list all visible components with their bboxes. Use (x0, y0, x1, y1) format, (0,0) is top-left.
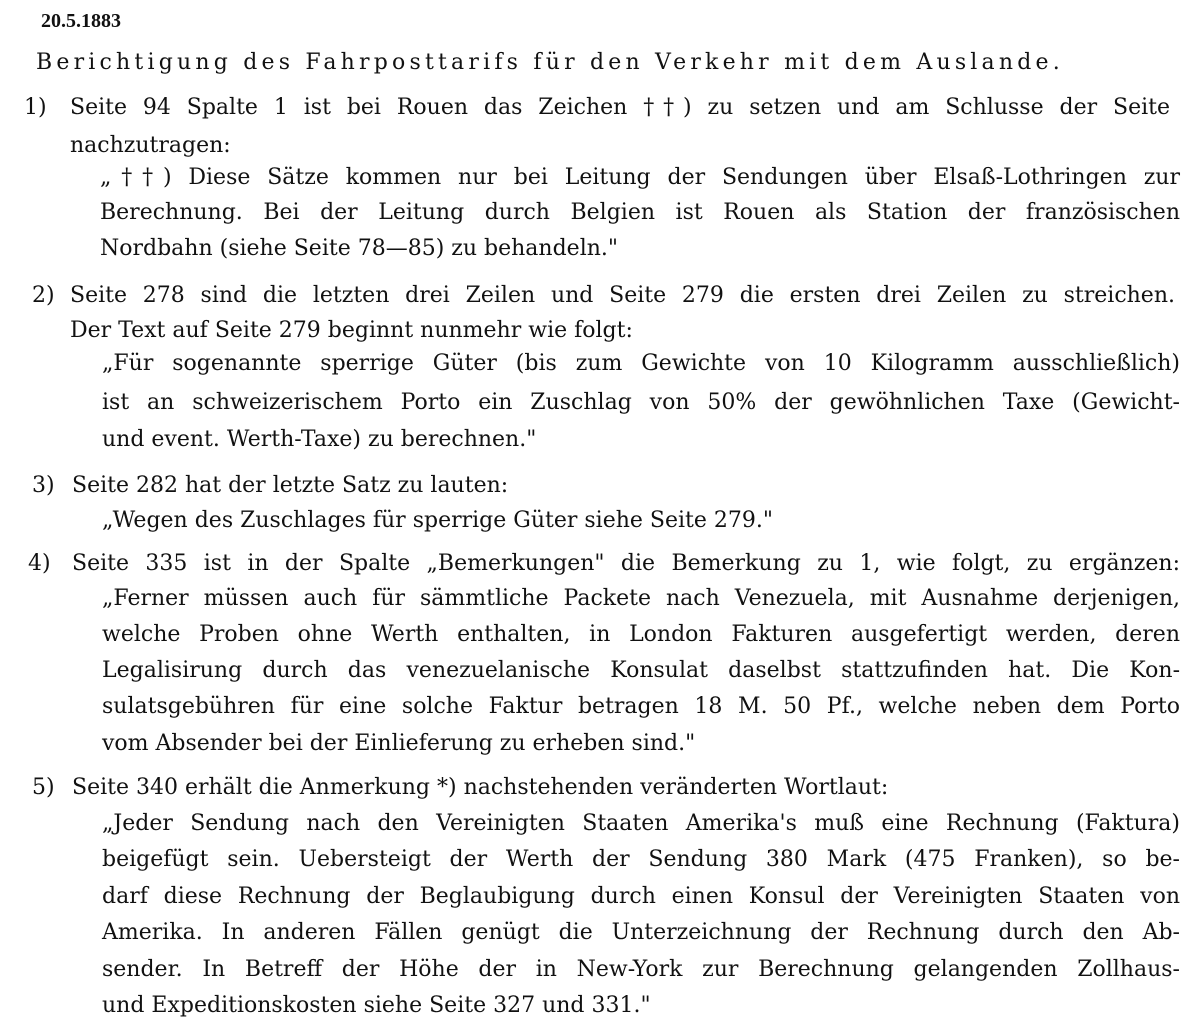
item-1-quote-line-2: Berechnung. Bei der Leitung durch Belgien ist Rouen als Station der französischen (100, 200, 1180, 225)
item-2-line-2: Der Text auf Seite 279 beginnt nunmehr wie folgt: (70, 318, 633, 343)
item-number-2: 2) (32, 283, 55, 308)
item-5-quote-line-4: Amerika. In anderen Fällen genügt die Unterzeichnung der Rechnung durch den Ab- (102, 920, 1180, 945)
item-5-quote-line-3: darf diese Rechnung der Beglaubigung durch einen Konsul der Vereinigten Staaten von (102, 884, 1180, 909)
item-4-quote-line-4: sulatsgebühren für eine solche Faktur betragen 18 M. 50 Pf., welche neben dem Porto (102, 694, 1180, 719)
item-number-3: 3) (32, 473, 55, 498)
item-1-quote-line-1: „††) Diese Sätze kommen nur bei Leitung der Sendungen über Elsaß-Lothringen zur (100, 165, 1180, 190)
item-5-quote-line-6: und Expeditionskosten siehe Seite 327 und 331." (102, 993, 651, 1018)
document-date: 20.5.1883 (41, 10, 121, 32)
item-2-quote-line-1: „Für sogenannte sperrige Güter (bis zum Gewichte von 10 Kilogramm ausschließlich) (102, 351, 1180, 376)
document-heading: Berichtigung des Fahrposttarifs für den Verkehr mit dem Auslande. (36, 50, 1064, 75)
item-5-quote-line-2: beigefügt sein. Uebersteigt der Werth der Sendung 380 Mark (475 Franken), so be- (102, 847, 1180, 872)
item-4-line-1: Seite 335 ist in der Spalte „Bemerkungen" die Bemerkung zu 1, wie folgt, zu ergänzen: (72, 551, 1180, 576)
item-1-line-1: Seite 94 Spalte 1 ist bei Rouen das Zeichen ††) zu setzen und am Schlusse der Seite (70, 95, 1170, 120)
item-4-quote-line-3: Legalisirung durch das venezuelanische Konsulat daselbst stattzufinden hat. Die Kon- (102, 658, 1180, 683)
item-2-quote-line-2: ist an schweizerischem Porto ein Zuschlag von 50% der gewöhnlichen Taxe (Gewicht- (102, 390, 1180, 415)
item-number-4: 4) (28, 551, 51, 576)
item-5-line-1: Seite 340 erhält die Anmerkung *) nachstehenden veränderten Wortlaut: (72, 775, 889, 800)
item-2-quote-line-3: und event. Werth-Taxe) zu berechnen." (102, 427, 537, 452)
item-5-quote-line-1: „Jeder Sendung nach den Vereinigten Staaten Amerika's muß eine Rechnung (Faktura) (102, 811, 1180, 836)
item-4-quote-line-5: vom Absender bei der Einlieferung zu erheben sind." (102, 731, 696, 756)
item-4-quote-line-2: welche Proben ohne Werth enthalten, in London Fakturen ausgefertigt werden, deren (102, 622, 1180, 647)
item-2-line-1: Seite 278 sind die letzten drei Zeilen und Seite 279 die ersten drei Zeilen zu streichen. (70, 283, 1175, 308)
item-number-5: 5) (32, 775, 55, 800)
item-1-quote-line-3: Nordbahn (siehe Seite 78—85) zu behandeln." (100, 236, 619, 261)
item-3-line-1: Seite 282 hat der letzte Satz zu lauten: (72, 473, 509, 498)
item-3-quote-line-1: „Wegen des Zuschlages für sperrige Güter siehe Seite 279." (102, 508, 773, 533)
item-number-1: 1) (24, 95, 47, 120)
item-4-quote-line-1: „Ferner müssen auch für sämmtliche Packete nach Venezuela, mit Ausnahme derjenigen, (102, 586, 1180, 611)
item-1-line-2: nachzutragen: (70, 133, 231, 158)
item-5-quote-line-5: sender. In Betreff der Höhe der in New-York zur Berechnung gelangenden Zollhaus- (102, 957, 1180, 982)
